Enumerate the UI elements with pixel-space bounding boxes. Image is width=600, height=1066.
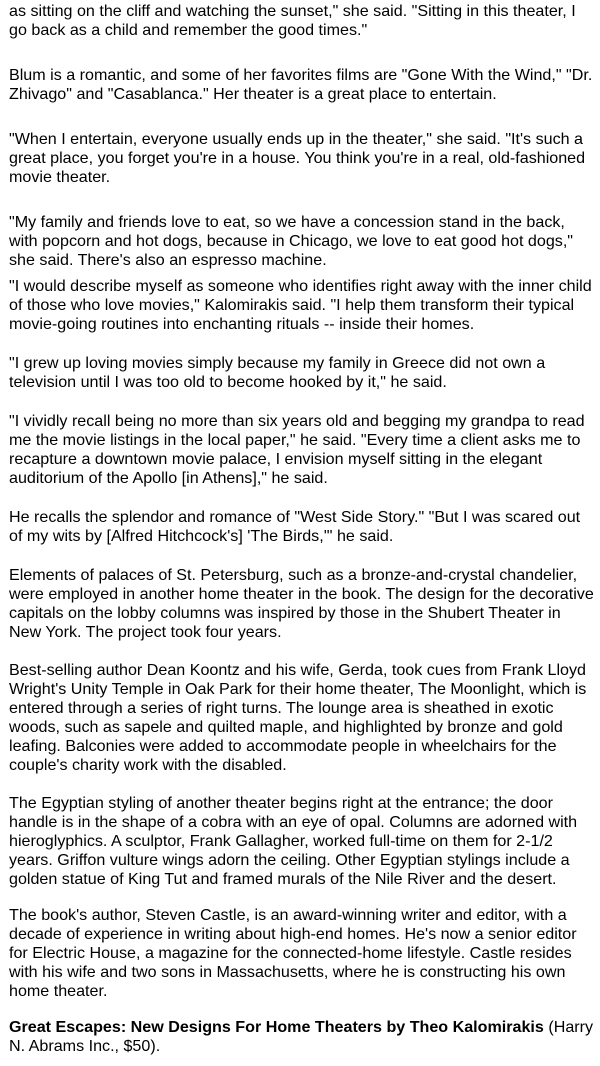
paragraph-entertain-quote: "When I entertain, everyone usually ends up in the theater," she said. "It's such a great place, you forget you're in a house. You think you're in a real, old-fashioned movie theater. (9, 130, 586, 186)
book-credit-details: (Harry N. Abrams Inc., $50). (9, 1018, 594, 1055)
paragraph-west-side-story: He recalls the splendor and romance of "West Side Story." "But I was scared out of my wits by [Alfred Hitchcock's] 'The Birds,'" he said. (9, 508, 581, 545)
paragraph-blum-favorites: Blum is a romantic, and some of her favorites films are "Gone With the Wind," "Dr. Zhivago" and "Casablanca." Her theater is a great place to entertain. (9, 66, 593, 103)
paragraph-inner-child-quote: "I would describe myself as someone who identifies right away with the inner child of those who love movies," Kalomirakis said. "I help them transform their typical movie-going routines into enchanting rituals -- inside their homes. (9, 277, 592, 333)
paragraph-egyptian-theater: The Egyptian styling of another theater begins right at the entrance; the door handle is in the shape of a cobra with an eye of opal. Columns are adorned with hieroglyphics. A sculptor, Frank Gallagher, worked full-time on them for 2-1/2 years. Griffon vulture wings adorn the ceiling. Other Egyptian stylings include a golden statue of King Tut and framed murals of the Nile River and the desert. (9, 794, 578, 888)
book-credit-title: Great Escapes: New Designs For Home Theaters by Theo Kalomirakis (9, 1018, 544, 1036)
paragraph-movie-listings: "I vividly recall being no more than six years old and begging my grandpa to read me the movie listings in the local paper," he said. "Every time a client asks me to recapture a downtown movie palace, I envision myself sitting in the elegant auditorium of the Apollo [in Athens]," he said. (9, 412, 585, 487)
paragraph-book-author: The book's author, Steven Castle, is an award-winning writer and editor, with a decade of experience in writing about high-end homes. He's now a senior editor for Electric House, a magazine for the connected-home lifestyle. Castle resides with his wife and two sons in Massachusetts, where he is constructing his own home theater. (9, 906, 577, 1000)
book-credit (9, 1018, 596, 1056)
paragraph-dean-koontz: Best-selling author Dean Koontz and his wife, Gerda, took cues from Frank Lloyd Wright's Unity Temple in Oak Park for their home theater, The Moonlight, which is entered through a series of right turns. The lounge area is sheathed in exotic woods, such as sapele and quilted maple, and highlighted by bronze and gold leafing. Balconies were added to accommodate people in wheelchairs for the couple's charity work with the disabled. (9, 661, 587, 774)
paragraph-greece-television: "I grew up loving movies simply because my family in Greece did not own a television until I was too old to become hooked by it," he said. (9, 354, 546, 391)
paragraph-concession-stand: "My family and friends love to eat, so we have a concession stand in the back, with popcorn and hot dogs, because in Chicago, we love to eat good hot dogs," she said. There's also an espresso machine. (9, 213, 574, 269)
paragraph-sunset-quote: as sitting on the cliff and watching the sunset," she said. "Sitting in this theater, I go back as a child and remember the good times." (9, 2, 576, 39)
paragraph-st-petersburg: Elements of palaces of St. Petersburg, such as a bronze-and-crystal chandelier, were employed in another home theater in the book. The design for the decorative capitals on the lobby columns was inspired by those in the Shubert Theater in New York. The project took four years. (9, 566, 594, 641)
